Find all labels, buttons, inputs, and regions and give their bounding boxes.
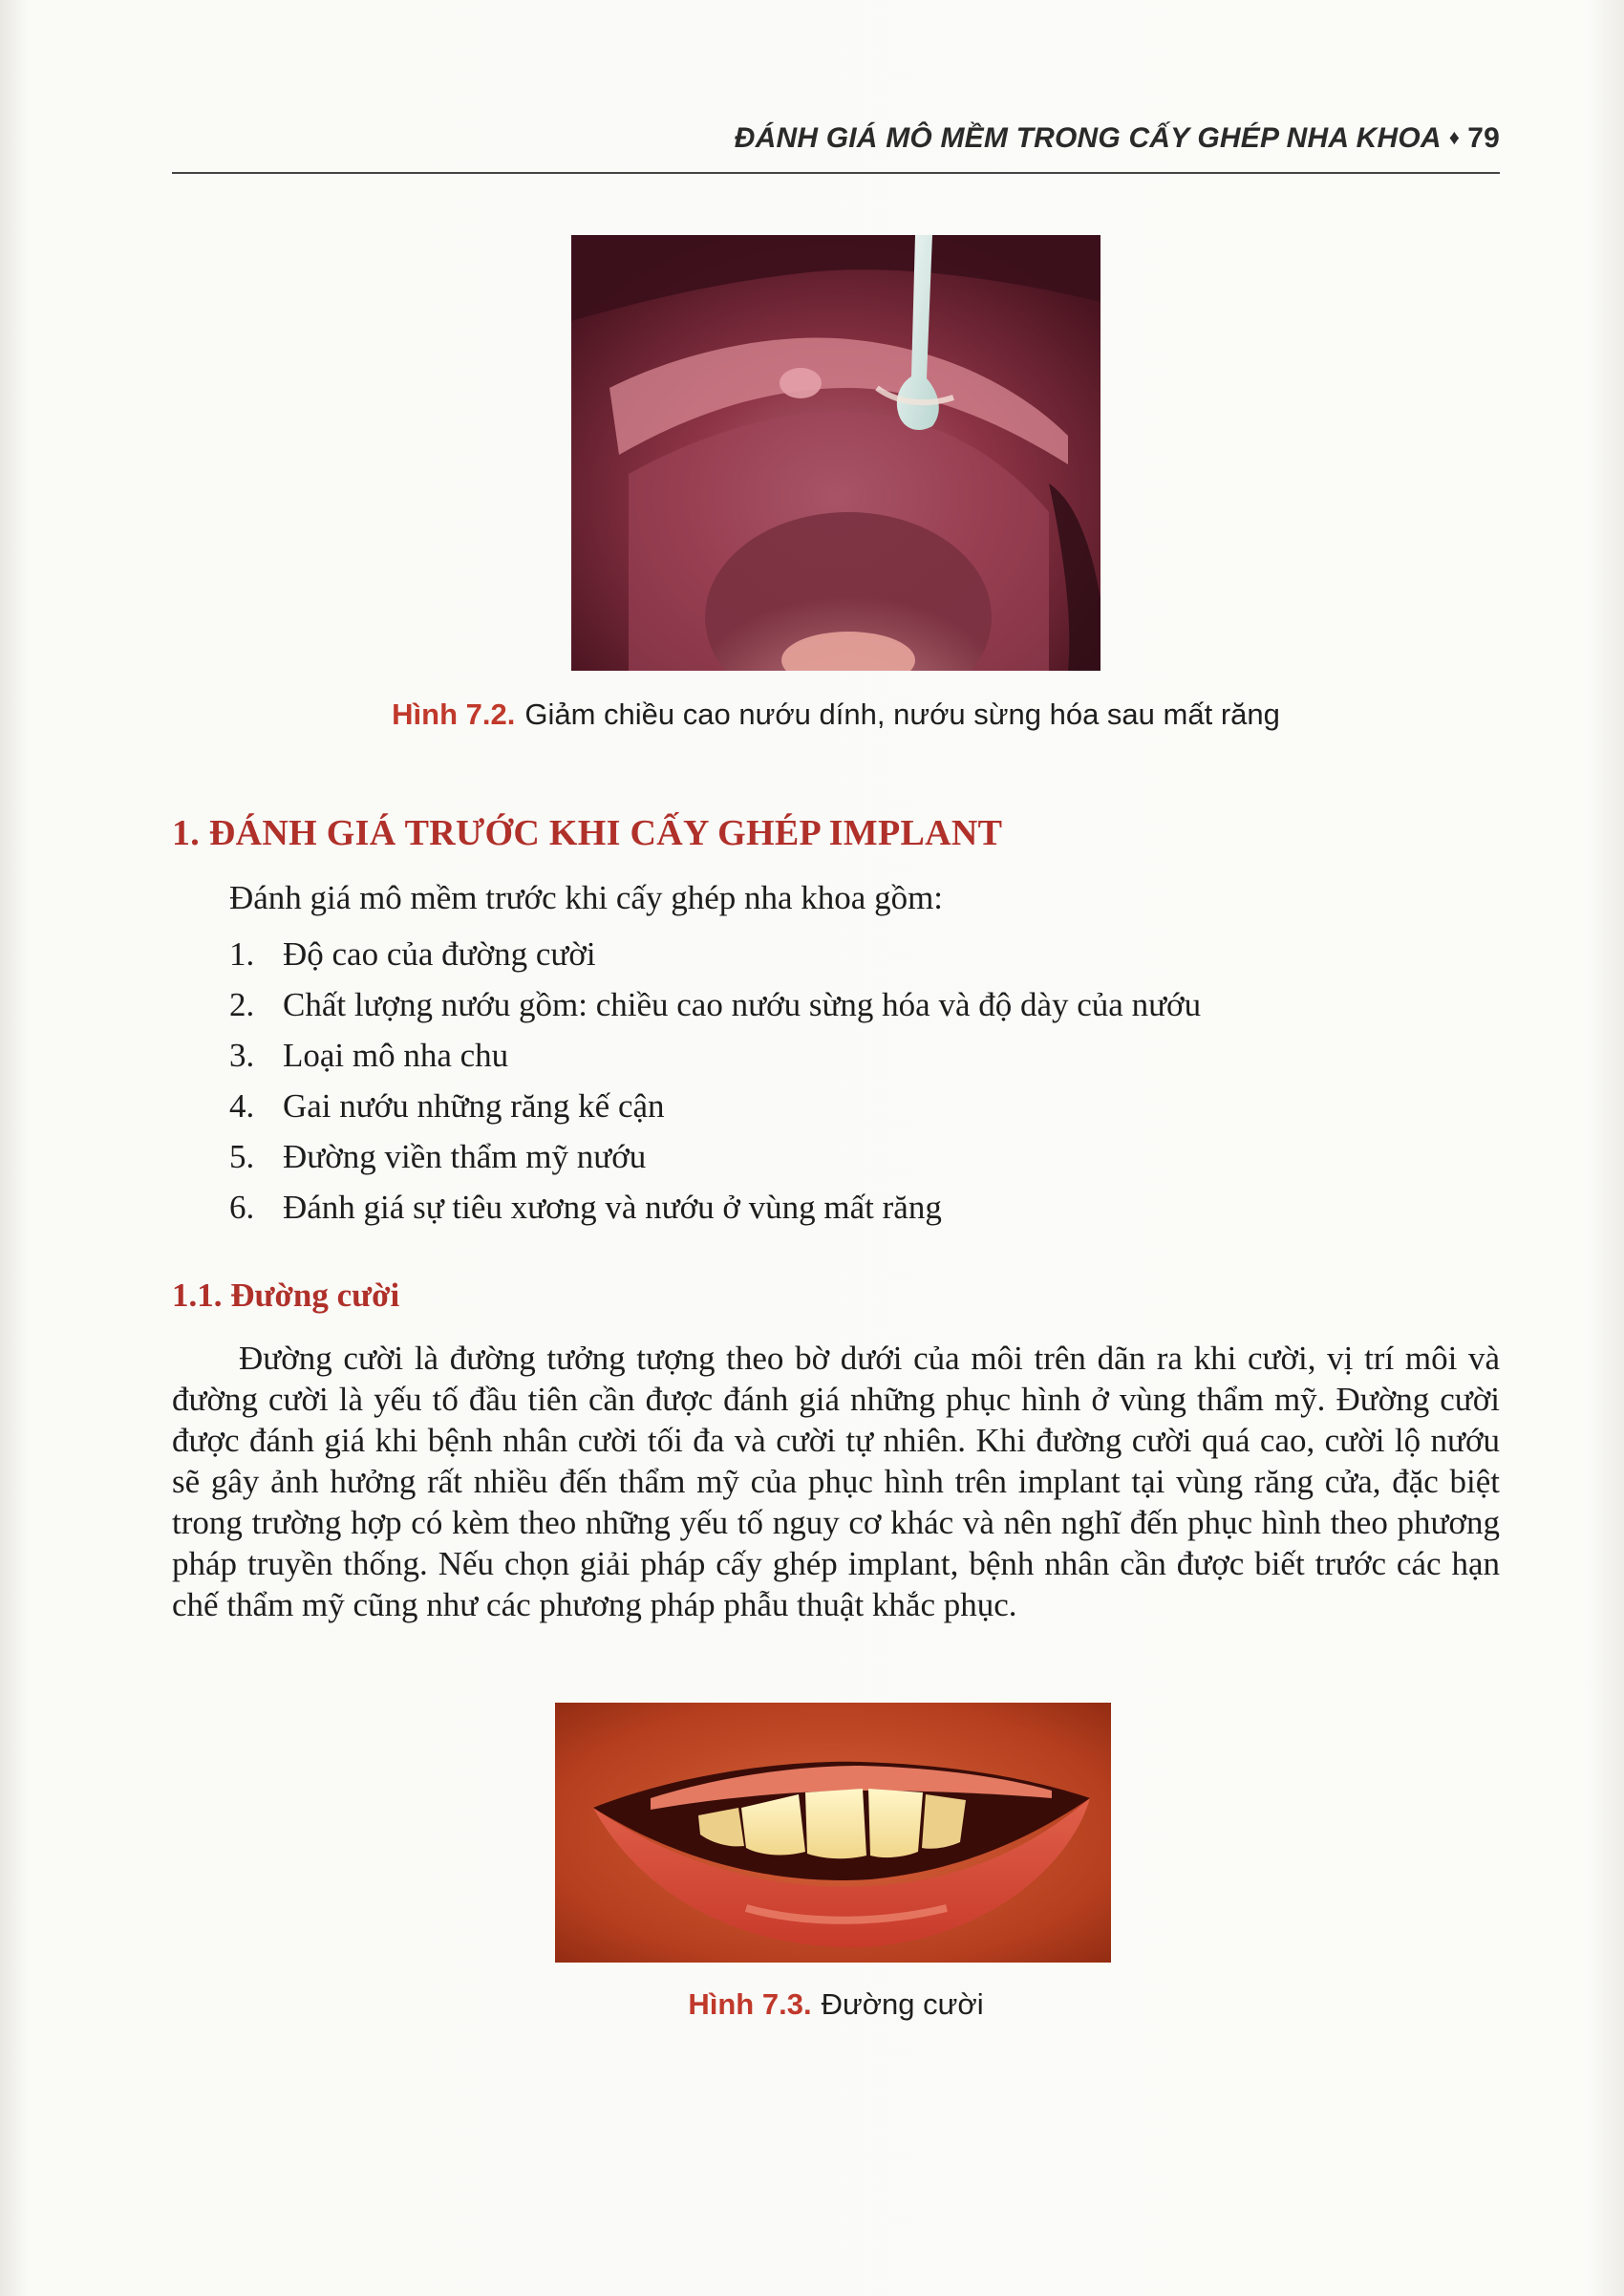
figure-7-3-label: Hình 7.3. (688, 1987, 812, 2021)
header-separator: ♦ (1448, 125, 1461, 149)
list-item (229, 929, 1201, 979)
list-item-number: 3. (229, 1037, 255, 1074)
assessment-list (229, 929, 1201, 1233)
list-item-text: Độ cao của đường cười (283, 935, 596, 973)
figure-7-2-text: Giảm chiều cao nướu dính, nướu sừng hóa sau mất răng (524, 697, 1280, 731)
section-1-intro: Đánh giá mô mềm trước khi cấy ghép nha khoa gồm: (229, 879, 944, 916)
list-item (229, 1081, 1201, 1131)
figure-7-2-photo (571, 235, 1100, 671)
list-item-number: 2. (229, 986, 255, 1023)
list-item-text: Loại mô nha chu (283, 1037, 509, 1074)
section-1-1-heading: 1.1. Đường cười (172, 1277, 400, 1314)
figure-7-3-photo (555, 1703, 1111, 1963)
list-item-number: 5. (229, 1138, 255, 1175)
list-item (229, 1182, 1201, 1233)
list-item-number: 1. (229, 935, 255, 973)
header-rule (172, 172, 1500, 174)
running-header (172, 122, 1500, 155)
list-item-number: 4. (229, 1087, 255, 1125)
figure-7-3-text: Đường cười (821, 1987, 984, 2021)
section-1-1-paragraph: Đường cười là đường tưởng tượng theo bờ dưới của môi trên dãn ra khi cười, vị trí môi và đường cười là yếu tố đầu tiên cần được đánh giá những phục hình ở vùng thẩm mỹ. Đường cười được đánh giá khi bệnh nhân cười tối đa và cười tự nhiên. Khi đường cười quá cao, cười lộ nướu sẽ gây ảnh hưởng rất nhiều đến thẩm mỹ của phục hình trên implant tại vùng răng cửa, đặc biệt trong trường hợp có kèm theo những yếu tố nguy cơ khác và nên nghĩ đến phục hình theo phương pháp truyền thống. Nếu chọn giải pháp cấy ghép implant, bệnh nhân cần được biết trước các hạn chế thẩm mỹ cũng như các phương pháp phẫu thuật khắc phục. (172, 1340, 1500, 1623)
list-item-text: Chất lượng nướu gồm: chiều cao nướu sừng hóa và độ dày của nướu (283, 986, 1202, 1023)
section-1-heading: 1. ĐÁNH GIÁ TRƯỚC KHI CẤY GHÉP IMPLANT (172, 813, 1003, 853)
figure-7-3-caption (172, 1987, 1500, 2022)
header-title: ĐÁNH GIÁ MÔ MỀM TRONG CẤY GHÉP NHA KHOA (734, 122, 1442, 154)
page-number: 79 (1467, 122, 1500, 154)
list-item (229, 1030, 1201, 1081)
list-item-text: Đường viền thẩm mỹ nướu (283, 1138, 647, 1175)
list-item (229, 979, 1201, 1030)
list-item-text: Gai nướu những răng kế cận (283, 1087, 665, 1125)
list-item (229, 1131, 1201, 1182)
figure-7-2-caption (172, 697, 1500, 732)
list-item-number: 6. (229, 1189, 255, 1226)
list-item-text: Đánh giá sự tiêu xương và nướu ở vùng mất răng (283, 1189, 942, 1226)
figure-7-2-label: Hình 7.2. (392, 697, 516, 731)
